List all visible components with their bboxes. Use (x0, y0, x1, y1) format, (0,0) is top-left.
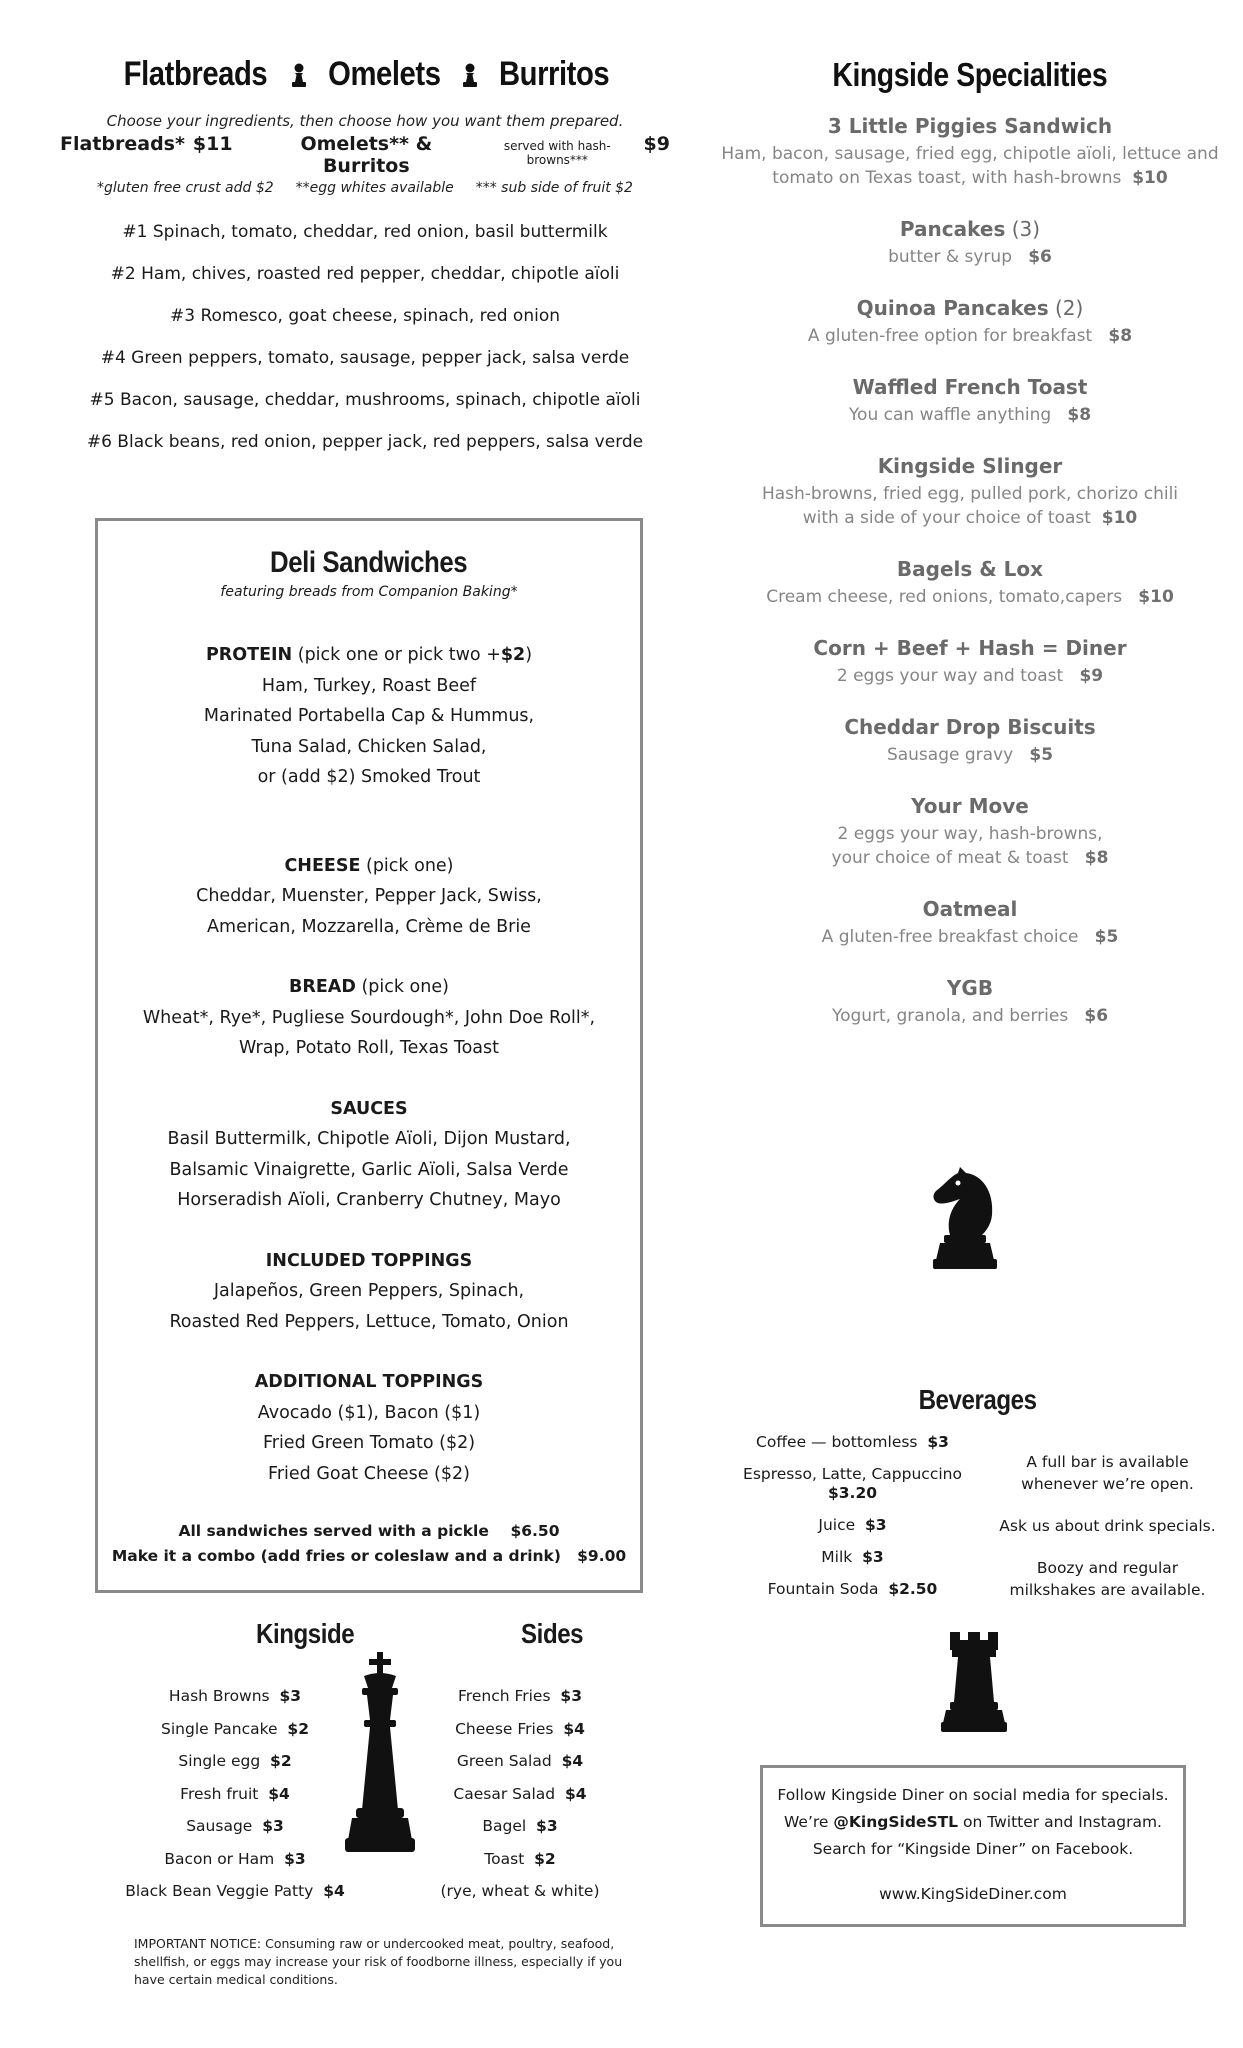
deli-cheese (98, 851, 640, 943)
omelets-price: $9 (643, 133, 670, 155)
speciality-desc: butter & syrup (888, 247, 1012, 267)
combo-item: #5 Bacon, sausage, cheddar, mushrooms, spinach, chipotle aïoli (89, 390, 641, 410)
sauces-head: SAUCES (330, 1098, 408, 1119)
speciality-price: $8 (1084, 848, 1109, 868)
speciality-desc: Cream cheese, red onions, tomato,capers (766, 587, 1123, 607)
side-price: $4 (563, 1719, 585, 1738)
protein-line: Ham, Turkey, Roast Beef (261, 675, 477, 696)
included-line: Jalapeños, Green Peppers, Spinach, (213, 1281, 525, 1301)
speciality-item (720, 454, 1220, 530)
beverage-item (740, 1433, 965, 1452)
speciality-price: $9 (1079, 666, 1104, 686)
side-item (395, 1843, 645, 1876)
deli-additional-toppings (98, 1367, 640, 1489)
side-price: $3 (560, 1687, 582, 1705)
additional-line: Avocado ($1), Bacon ($1) (257, 1402, 481, 1423)
social-box (760, 1765, 1186, 1927)
beverage-price: $3 (865, 1516, 887, 1534)
side-price: $2 (534, 1849, 556, 1868)
side-name: Fresh fruit (180, 1784, 259, 1803)
sides-title-right: Sides (520, 1618, 583, 1649)
included-line: Roasted Red Peppers, Lettuce, Tomato, Onion (169, 1311, 569, 1332)
note-fruit: *** sub side of fruit $2 (475, 180, 633, 196)
speciality-name: YGB (946, 976, 994, 1000)
side-price: $3 (284, 1849, 306, 1868)
side-name: Cheese Fries (455, 1719, 554, 1738)
combo-item: #3 Romesco, goat cheese, spinach, red onion (169, 306, 561, 326)
flatbreads-title (60, 55, 670, 94)
side-name: Single egg (178, 1752, 261, 1770)
side-name: Black Bean Veggie Patty (125, 1882, 314, 1900)
title-flatbreads: Flatbreads (123, 55, 268, 93)
flatbreads-notes (60, 180, 670, 196)
side-price: $4 (268, 1784, 290, 1803)
side-name: Bacon or Ham (164, 1849, 275, 1868)
flatbreads-price-line (60, 133, 670, 177)
speciality-price: $8 (1108, 326, 1133, 346)
side-name: Single Pancake (161, 1719, 278, 1738)
side-name: Bagel (482, 1817, 527, 1835)
note-egg-whites: **egg whites available (295, 180, 454, 196)
side-item (110, 1713, 360, 1746)
beverage-name: Juice (818, 1516, 856, 1534)
combo-item: #6 Black beans, red onion, pepper jack, red peppers, salsa verde (86, 432, 644, 452)
rook-icon (940, 1628, 1008, 1733)
beverages-list (740, 1433, 965, 1612)
side-price: $3 (536, 1817, 558, 1835)
side-name: Caesar Salad (453, 1784, 556, 1803)
protein-line: Tuna Salad, Chicken Salad, (251, 736, 487, 757)
protein-note-c: ) (525, 645, 533, 665)
side-price: $4 (561, 1752, 584, 1770)
side-item (110, 1875, 360, 1908)
additional-line: Fried Green Tomato ($2) (262, 1433, 476, 1453)
website-link[interactable]: www.KingSideDiner.com (879, 1885, 1067, 1903)
flatbreads-section (60, 55, 670, 474)
note-gluten-free: *gluten free crust add $2 (97, 180, 274, 196)
social-text: on Twitter and Instagram. (958, 1813, 1162, 1831)
combo-item: #2 Ham, chives, roasted red pepper, cheddar, chipotle aïoli (110, 264, 620, 284)
side-price: $4 (565, 1784, 587, 1803)
speciality-name: Quinoa Pancakes (856, 296, 1049, 320)
speciality-item (720, 375, 1220, 427)
deli-bread (98, 972, 640, 1064)
specialities-list (720, 114, 1220, 1028)
beverage-price: $3.20 (827, 1484, 878, 1502)
speciality-name: Your Move (911, 794, 1029, 818)
beverage-name: Espresso, Latte, Cappuccino (743, 1465, 962, 1483)
beverage-price: $3 (862, 1548, 884, 1566)
sides-right-list (395, 1680, 645, 1908)
side-item (395, 1778, 645, 1811)
side-price: $2 (270, 1752, 292, 1770)
protein-line: or (add $2) Smoked Trout (257, 767, 481, 787)
speciality-name: Kingside Slinger (877, 454, 1063, 478)
knight-icon (930, 1165, 1000, 1270)
speciality-desc: 2 eggs your way and toast (836, 666, 1064, 686)
sauces-line: Balsamic Vinaigrette, Garlic Aïoli, Salsa Verde (169, 1159, 569, 1180)
speciality-count: (2) (1048, 296, 1084, 320)
speciality-price: $10 (1101, 508, 1138, 528)
deli-sandwiches-box (95, 518, 643, 1593)
sides-left-list (110, 1680, 360, 1908)
speciality-desc: You can waffle anything (848, 405, 1052, 425)
beverage-price: $2.50 (888, 1580, 938, 1598)
side-item (395, 1745, 645, 1778)
flatbreads-label: Flatbreads* (60, 133, 185, 155)
social-line-handle (763, 1809, 1183, 1836)
speciality-item (720, 636, 1220, 688)
side-name: French Fries (458, 1687, 551, 1705)
omelets-note: served with hash-browns*** (503, 139, 611, 167)
bread-note: (pick one) (355, 977, 449, 997)
specialities-section (720, 55, 1220, 1055)
side-name: Green Salad (456, 1752, 552, 1770)
sides-title (248, 1618, 588, 1650)
speciality-name: Bagels & Lox (896, 557, 1044, 581)
speciality-item (720, 557, 1220, 609)
deli-included-toppings (98, 1246, 640, 1338)
social-text: We’re (784, 1813, 834, 1831)
side-item (110, 1745, 360, 1778)
side-name: Toast (484, 1849, 525, 1868)
speciality-item (720, 794, 1220, 870)
flatbreads-price: $11 (192, 133, 233, 155)
beverage-item (740, 1548, 965, 1567)
side-name: Hash Browns (168, 1687, 270, 1705)
deli-subtitle: featuring breads from Companion Baking* (220, 584, 518, 600)
title-omelets: Omelets (328, 55, 441, 93)
beverage-note: A full bar is available whenever we’re open. (1021, 1453, 1194, 1493)
protein-note-b: $2 (500, 645, 526, 665)
speciality-item (720, 114, 1220, 190)
speciality-price: $5 (1029, 745, 1054, 765)
speciality-desc: 2 eggs your way, hash-browns, your choice of meat & toast (831, 824, 1103, 868)
sides-title-left: Kingside (255, 1618, 355, 1649)
side-price: $4 (323, 1882, 345, 1900)
protein-line: Marinated Portabella Cap & Hummus, (203, 706, 535, 726)
cheese-head: CHEESE (284, 855, 361, 876)
protein-note-a: (pick one or pick two + (292, 645, 501, 665)
deli-sauces (98, 1094, 640, 1216)
side-item (110, 1843, 360, 1876)
beverage-name: Coffee — bottomless (756, 1433, 918, 1451)
flatbreads-intro: Choose your ingredients, then choose how you want them prepared. (106, 112, 624, 130)
pawn-icon (460, 62, 480, 88)
sauces-line: Horseradish Aïoli, Cranberry Chutney, Mayo (177, 1190, 561, 1210)
sauces-line: Basil Buttermilk, Chipotle Aïoli, Dijon Mustard, (167, 1129, 571, 1149)
included-head: INCLUDED TOPPINGS (265, 1250, 473, 1271)
speciality-desc: Yogurt, granola, and berries (831, 1006, 1069, 1026)
speciality-price: $10 (1138, 587, 1174, 607)
beverage-item (740, 1465, 965, 1503)
side-price: $3 (262, 1817, 284, 1835)
beverages-title: Beverages (918, 1384, 1037, 1415)
side-item (110, 1778, 360, 1811)
beverage-notes (995, 1451, 1220, 1621)
speciality-price: $10 (1132, 168, 1168, 188)
bread-head: BREAD (289, 977, 356, 997)
beverage-note: Ask us about drink specials. (999, 1517, 1216, 1535)
additional-line: Fried Goat Cheese ($2) (268, 1463, 470, 1484)
additional-head: ADDITIONAL TOPPINGS (254, 1372, 484, 1392)
side-price: $2 (287, 1719, 309, 1738)
deli-footer (98, 1519, 640, 1569)
title-burritos: Burritos (498, 55, 609, 93)
speciality-name: Corn + Beef + Hash = Diner (813, 636, 1127, 660)
cheese-line: Cheddar, Muenster, Pepper Jack, Swiss, (196, 886, 542, 906)
side-item (395, 1713, 645, 1746)
beverage-name: Fountain Soda (767, 1580, 879, 1598)
speciality-desc: Ham, bacon, sausage, fried egg, chipotle aïoli, lettuce and tomato on Texas toast, with hash-browns (721, 144, 1219, 188)
speciality-price: $6 (1084, 1006, 1109, 1026)
bread-line: Wheat*, Rye*, Pugliese Sourdough*, John Doe Roll*, (142, 1007, 596, 1028)
beverage-name: Milk (821, 1548, 853, 1566)
deli-pickle-price: All sandwiches served with a pickle $6.50 (178, 1522, 560, 1540)
deli-combo-price: Make it a combo (add fries or coleslaw and a drink) $9.00 (111, 1547, 627, 1565)
deli-protein (98, 640, 640, 793)
speciality-price: $8 (1067, 405, 1092, 425)
speciality-desc: Hash-browns, fried egg, pulled pork, chorizo chili with a side of your choice of toast (761, 484, 1179, 528)
side-price: $3 (279, 1687, 302, 1705)
combo-item: #1 Spinach, tomato, cheddar, red onion, basil buttermilk (122, 222, 608, 242)
protein-head: PROTEIN (205, 645, 293, 665)
deli-title: Deli Sandwiches (270, 546, 468, 579)
speciality-name: Oatmeal (922, 897, 1018, 921)
side-name: Sausage (186, 1817, 253, 1835)
speciality-desc: Sausage gravy (886, 745, 1014, 765)
beverage-item (740, 1580, 965, 1599)
important-notice: IMPORTANT NOTICE: Consuming raw or undercooked meat, poultry, seafood, shellfish, or eggs may increase your risk of foodborne illness, especially if you have certain medical conditions. (134, 1936, 623, 1987)
social-line-follow: Follow Kingside Diner on social media for specials. (777, 1786, 1169, 1804)
beverage-note: Boozy and regular milkshakes are available. (1009, 1559, 1206, 1599)
speciality-price: $6 (1028, 247, 1052, 267)
specialities-title: Kingside Specialities (832, 56, 1108, 93)
combo-list (60, 222, 670, 452)
speciality-item (720, 715, 1220, 767)
speciality-name: 3 Little Piggies Sandwich (827, 114, 1113, 138)
toast-note: (rye, wheat & white) (440, 1882, 600, 1900)
speciality-item (720, 296, 1220, 348)
side-item (110, 1680, 360, 1713)
beverage-price: $3 (927, 1433, 949, 1451)
speciality-name: Cheddar Drop Biscuits (844, 715, 1096, 739)
side-item (395, 1680, 645, 1713)
speciality-desc: A gluten-free breakfast choice (821, 927, 1079, 947)
social-handle: @KingSideSTL (833, 1813, 959, 1831)
pawn-icon (289, 62, 309, 88)
side-item (110, 1810, 360, 1843)
cheese-line: American, Mozzarella, Crème de Brie (207, 916, 531, 937)
bread-line: Wrap, Potato Roll, Texas Toast (238, 1038, 499, 1058)
speciality-count: (3) (1005, 217, 1041, 241)
speciality-desc: A gluten-free option for breakfast (807, 326, 1093, 346)
speciality-name: Waffled French Toast (852, 375, 1088, 399)
social-line-facebook: Search for “Kingside Diner” on Facebook. (812, 1840, 1134, 1858)
side-item (395, 1810, 645, 1843)
speciality-price: $5 (1094, 927, 1119, 947)
speciality-name: Pancakes (899, 217, 1006, 241)
combo-item: #4 Green peppers, tomato, sausage, pepper jack, salsa verde (100, 348, 630, 368)
beverage-item (740, 1516, 965, 1535)
speciality-item (720, 897, 1220, 949)
speciality-item (720, 976, 1220, 1028)
cheese-note: (pick one) (360, 855, 454, 876)
omelets-label: Omelets** & Burritos (300, 133, 433, 177)
speciality-item (720, 217, 1220, 269)
